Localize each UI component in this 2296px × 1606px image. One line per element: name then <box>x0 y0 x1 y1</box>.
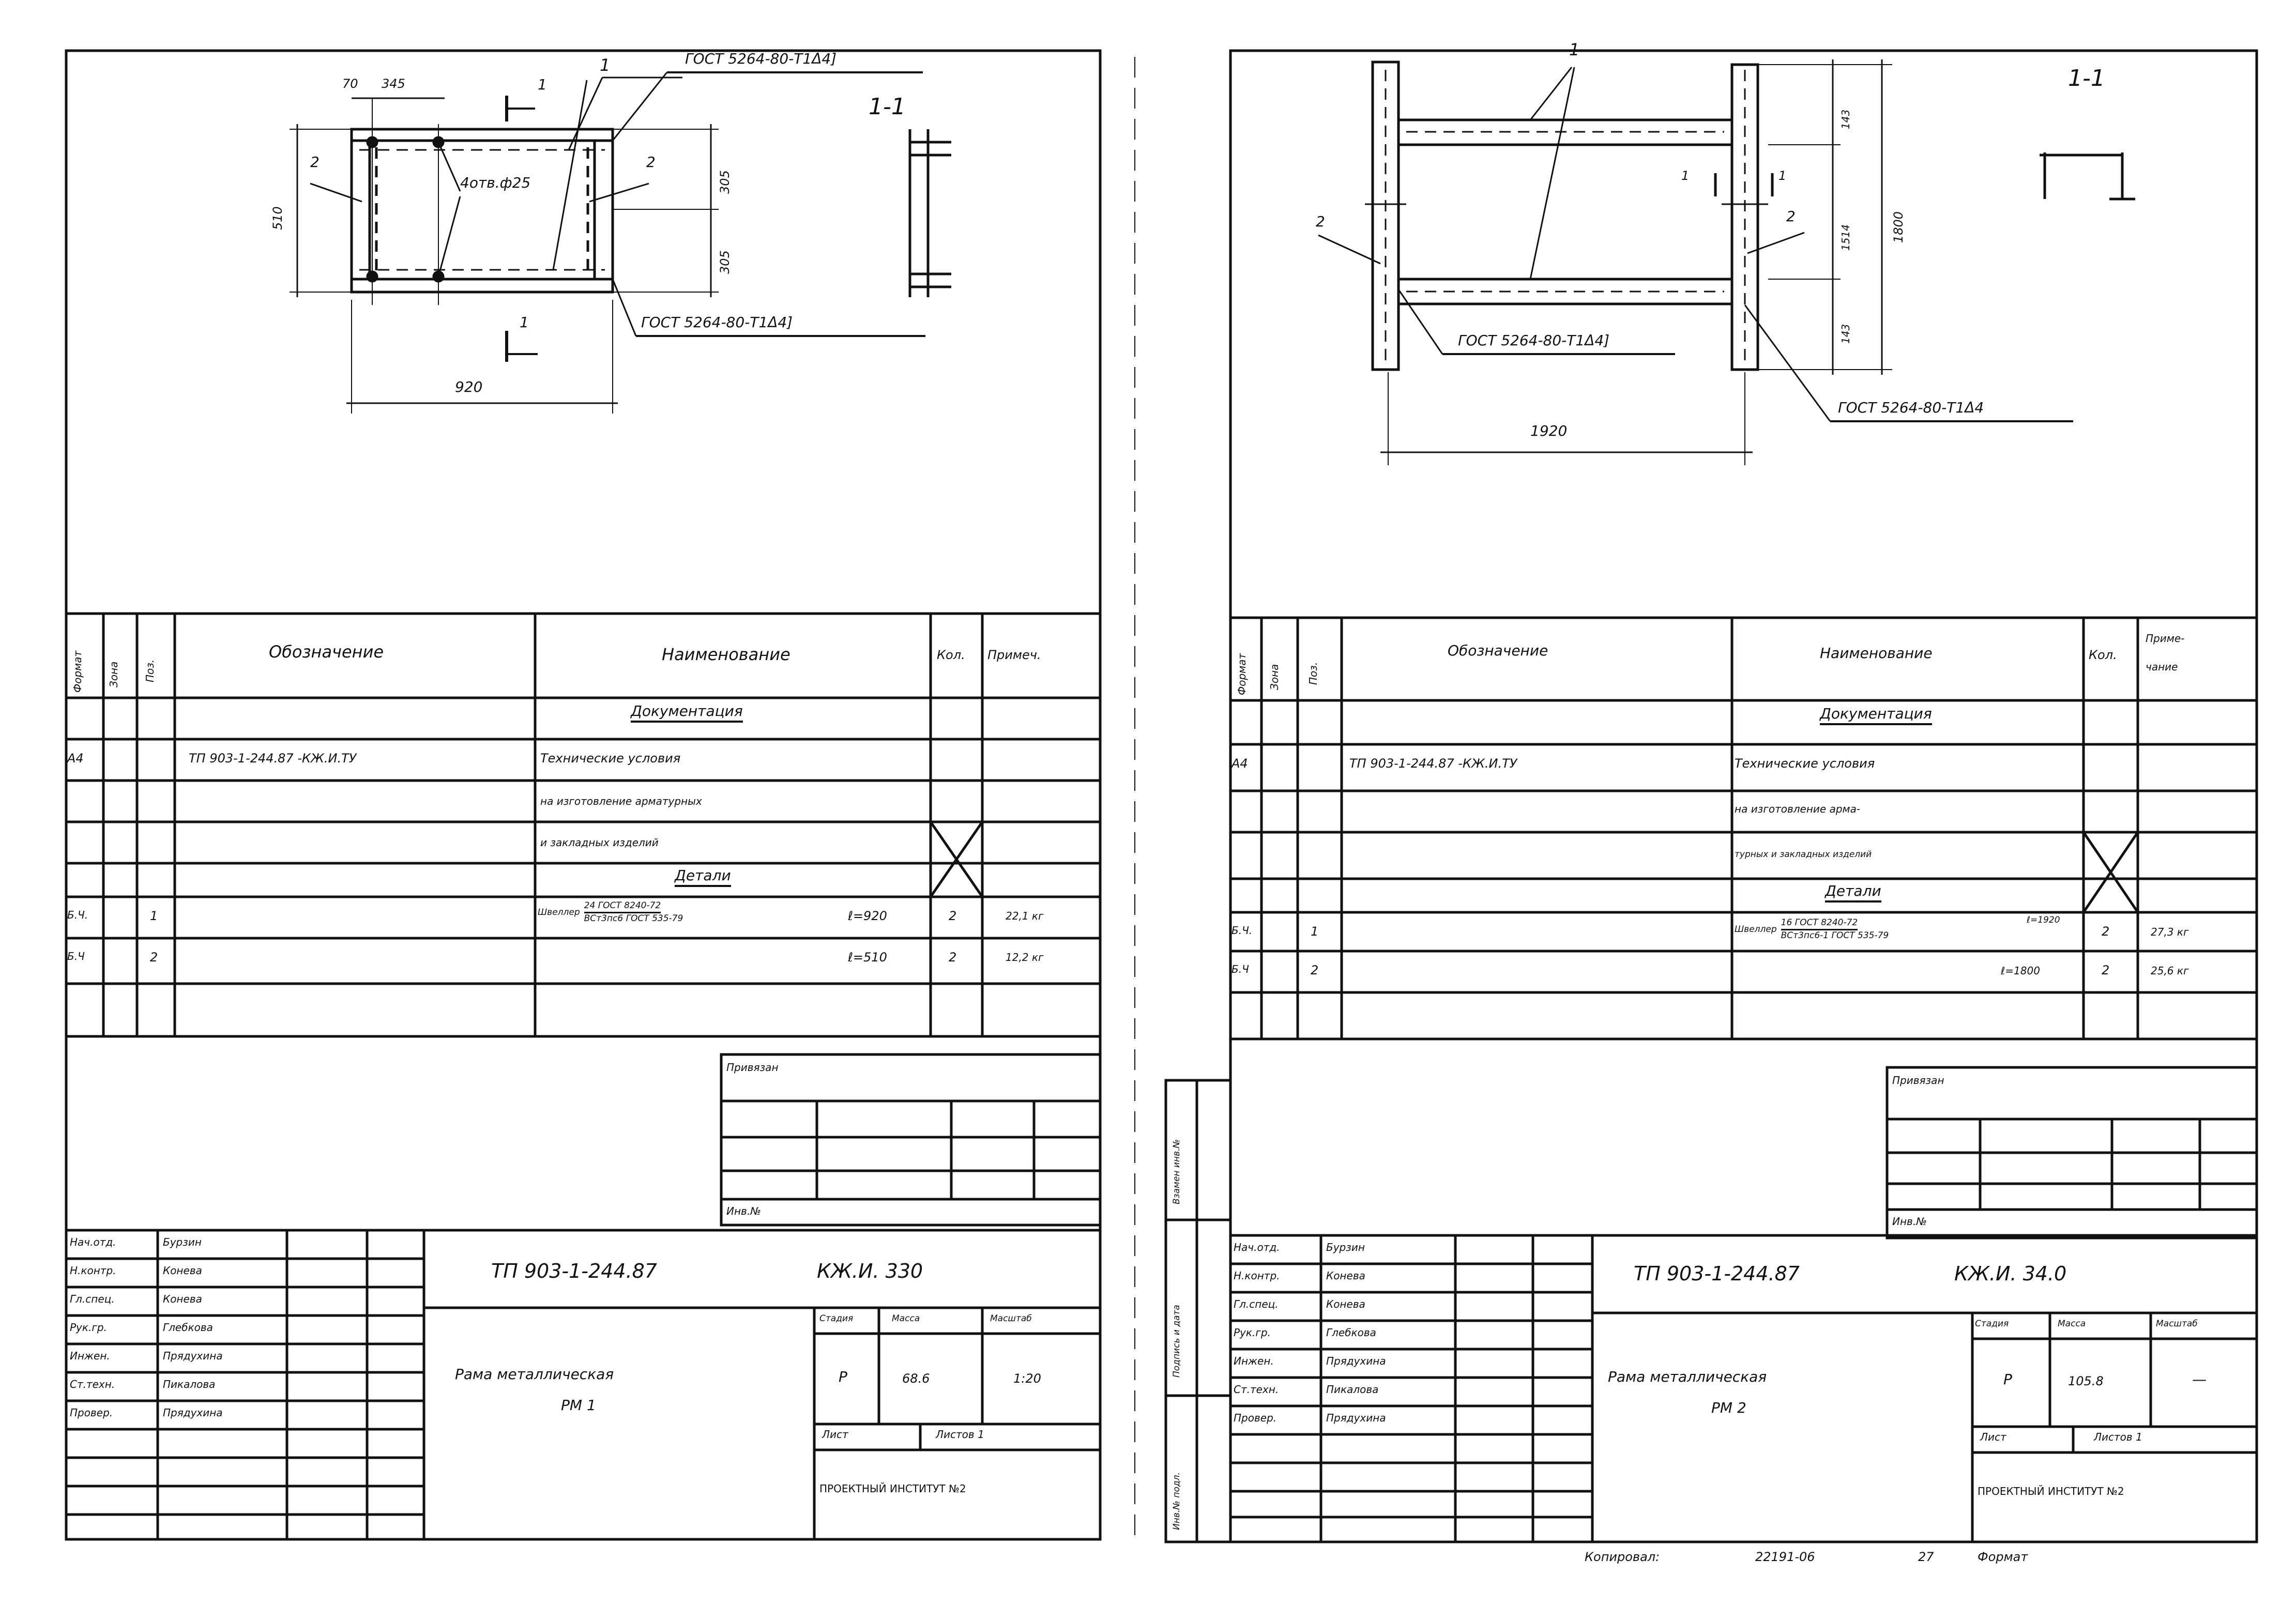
scale-value: — <box>2192 1371 2207 1388</box>
person-name: Конева <box>1326 1269 1365 1282</box>
weld-note: ГОСТ 5264-80-Т1Δ4] <box>685 50 837 67</box>
cell-qty: 2 <box>949 909 957 923</box>
dimension: 345 <box>382 77 405 91</box>
header-qty: Кол. <box>2089 648 2117 662</box>
cell-pos: 1 <box>150 909 158 923</box>
person-name: Пикалова <box>163 1378 216 1390</box>
pos-label: 2 <box>310 154 320 171</box>
footer-copied: Копировал: <box>1585 1550 1660 1564</box>
mass-label: Масса <box>2058 1319 2086 1329</box>
inv-label: Инв.№ <box>1892 1215 1927 1228</box>
dimension: 143 <box>1839 324 1852 344</box>
dimension: 143 <box>1839 109 1852 129</box>
cell-format: А4 <box>67 751 84 766</box>
cell-designation: ТП 903-1-244.87 -КЖ.И.ТУ <box>1349 756 1517 771</box>
role: Н.контр. <box>1234 1269 1280 1282</box>
cell-note: 25,6 кг <box>2151 965 2189 977</box>
cell-note: 22,1 кг <box>1006 910 1044 922</box>
header-name: Наименование <box>662 645 790 664</box>
cell-name: турных и закладных изделий <box>1735 849 1872 860</box>
cell-pos: 2 <box>1311 963 1319 977</box>
cut-label: 1 <box>1778 169 1787 183</box>
header-zone: Зона <box>108 661 120 687</box>
dimension: 1920 <box>1530 422 1568 439</box>
person-name: Прядухина <box>1326 1412 1386 1424</box>
dimension: 70 <box>342 77 358 91</box>
pos-label: 2 <box>1316 213 1325 230</box>
side-stamp-label: Взамен инв.№ <box>1172 1139 1182 1204</box>
mass-value: 105.8 <box>2068 1374 2104 1388</box>
role: Рук.гр. <box>70 1321 107 1334</box>
cell-length: ℓ=920 <box>848 909 887 923</box>
footer-number: 22191-06 <box>1755 1550 1815 1564</box>
drawing-title: РМ 2 <box>1711 1399 1746 1416</box>
drawing-title: РМ 1 <box>561 1397 596 1414</box>
inv-label: Инв.№ <box>726 1205 761 1217</box>
header-name: Наименование <box>1820 645 1933 662</box>
header-designation: Обозначение <box>269 642 384 662</box>
cell-note: 27,3 кг <box>2151 926 2189 938</box>
dimension: 1514 <box>1839 224 1852 251</box>
drawing-title: Рама металлическая <box>1608 1368 1767 1385</box>
header-pos: Поз. <box>1307 662 1319 685</box>
cell-note: 12,2 кг <box>1006 951 1044 963</box>
cell-qty: 2 <box>2102 924 2110 939</box>
person-name: Конева <box>163 1293 202 1305</box>
sheets-label: Листов 1 <box>936 1428 984 1441</box>
person-name: Прядухина <box>163 1406 223 1419</box>
dimension: 920 <box>455 378 483 395</box>
header-format: Формат <box>1236 653 1248 695</box>
holes-note: 4отв.ф25 <box>460 174 531 191</box>
cell-pos: 2 <box>150 950 158 965</box>
header-zone: Зона <box>1268 664 1281 690</box>
person-name: Глебкова <box>1326 1326 1376 1339</box>
cell-name: Технические условия <box>1735 756 1875 771</box>
cell-name: и закладных изделий <box>540 836 659 849</box>
organization: ПРОЕКТНЫЙ ИНСТИТУТ №2 <box>1978 1485 2124 1497</box>
person-name: Бурзин <box>163 1236 202 1248</box>
mass-value: 68.6 <box>902 1371 930 1386</box>
channel-steel: ВСт3пс6 ГОСТ 535-79 <box>584 913 683 924</box>
dimension: 305 <box>718 170 732 194</box>
privyazan-label: Привязан <box>726 1061 779 1074</box>
drawing-mark: КЖ.И. 34.0 <box>1954 1262 2067 1285</box>
role: Инжен. <box>70 1350 110 1362</box>
header-designation: Обозначение <box>1448 642 1548 659</box>
person-name: Бурзин <box>1326 1241 1365 1253</box>
person-name: Конева <box>1326 1298 1365 1310</box>
dimension: 510 <box>270 206 285 230</box>
header-qty: Кол. <box>937 648 965 662</box>
footer-page: 27 <box>1918 1550 1934 1564</box>
person-name: Пикалова <box>1326 1383 1379 1396</box>
header-format: Формат <box>71 650 84 693</box>
role: Рук.гр. <box>1234 1326 1271 1339</box>
cell-name: на изготовление арматурных <box>540 795 702 807</box>
role: Провер. <box>1234 1412 1277 1424</box>
privyazan-label: Привязан <box>1892 1074 1944 1087</box>
cell-format: Б.Ч <box>67 950 85 962</box>
cell-format: Б.Ч. <box>67 909 88 921</box>
section-label: 1-1 <box>869 94 906 120</box>
sheets-label: Листов 1 <box>2094 1431 2142 1443</box>
role: Ст.техн. <box>1234 1383 1279 1396</box>
weld-note: ГОСТ 5264-80-Т1Δ4] <box>1458 332 1610 349</box>
cell-qty: 2 <box>2102 963 2110 977</box>
organization: ПРОЕКТНЫЙ ИНСТИТУТ №2 <box>819 1482 966 1495</box>
cut-label: 1 <box>1681 169 1690 183</box>
channel-profile: 16 ГОСТ 8240-72 <box>1781 917 1858 930</box>
section-details: Детали <box>675 868 731 887</box>
cell-format: Б.Ч. <box>1231 924 1253 937</box>
cell-format: Б.Ч <box>1231 963 1249 975</box>
role: Провер. <box>70 1406 113 1419</box>
stage-value: Р <box>2003 1371 2012 1388</box>
footer-format: Формат <box>1978 1550 2028 1564</box>
cut-label: 1 <box>520 314 529 331</box>
cut-label: 1 <box>538 76 547 93</box>
pos-label: 2 <box>646 154 656 171</box>
mass-label: Масса <box>892 1313 920 1324</box>
person-name: Конева <box>163 1264 202 1277</box>
side-stamp-label: Инв.№ подл. <box>1172 1472 1182 1530</box>
scale-label: Масштаб <box>990 1313 1032 1324</box>
section-label: 1-1 <box>2068 65 2105 91</box>
cell-format: А4 <box>1231 756 1248 771</box>
side-stamp-label: Подпись и дата <box>1172 1305 1182 1378</box>
role: Гл.спец. <box>70 1293 115 1305</box>
scale-label: Масштаб <box>2156 1319 2198 1329</box>
drawing-mark: КЖ.И. 330 <box>817 1260 923 1282</box>
header-pos: Поз. <box>144 659 156 682</box>
role: Инжен. <box>1234 1355 1274 1367</box>
weld-note: ГОСТ 5264-80-Т1Δ4 <box>1838 399 1984 416</box>
role: Нач.отд. <box>1234 1241 1280 1253</box>
cell-pos: 1 <box>1311 924 1319 939</box>
weld-note: ГОСТ 5264-80-Т1Δ4] <box>641 314 793 331</box>
channel-prefix: Швеллер <box>538 907 580 917</box>
section-docs: Документация <box>631 704 743 723</box>
pos-label: 1 <box>600 55 611 75</box>
section-docs: Документация <box>1820 707 1932 725</box>
cell-designation: ТП 903-1-244.87 -КЖ.И.ТУ <box>189 751 357 766</box>
channel-prefix: Швеллер <box>1735 924 1777 935</box>
header-note: чание <box>2146 661 2178 673</box>
header-note: Приме- <box>2146 632 2185 645</box>
stage-label: Стадия <box>819 1313 854 1324</box>
drawing-title: Рама металлическая <box>455 1366 614 1383</box>
person-name: Прядухина <box>163 1350 223 1362</box>
role: Нач.отд. <box>70 1236 116 1248</box>
sheet-label: Лист <box>1980 1431 2006 1443</box>
person-name: Глебкова <box>163 1321 213 1334</box>
role: Н.контр. <box>70 1264 116 1277</box>
channel-profile: 24 ГОСТ 8240-72 <box>584 900 661 913</box>
channel-spec <box>1735 917 1889 941</box>
stage-label: Стадия <box>1975 1319 2009 1329</box>
header-note: Примеч. <box>987 648 1041 662</box>
section-details: Детали <box>1825 884 1881 903</box>
role: Гл.спец. <box>1234 1298 1279 1310</box>
dimension: 305 <box>718 250 732 274</box>
cell-name: на изготовление арма- <box>1735 803 1861 815</box>
cell-length: ℓ=510 <box>848 950 887 965</box>
project-code: ТП 903-1-244.87 <box>491 1260 657 1282</box>
cell-qty: 2 <box>949 950 957 965</box>
cell-length: ℓ=1920 <box>2027 915 2060 925</box>
role: Ст.техн. <box>70 1378 115 1390</box>
scale-value: 1:20 <box>1013 1371 1041 1386</box>
cell-name: Технические условия <box>540 751 681 766</box>
cell-length: ℓ=1800 <box>2001 965 2040 977</box>
sheet-label: Лист <box>822 1428 848 1441</box>
pos-label: 2 <box>1786 208 1796 225</box>
channel-steel: ВСт3пс6-1 ГОСТ 535-79 <box>1781 930 1889 941</box>
stage-value: Р <box>839 1368 847 1385</box>
dimension: 1800 <box>1891 211 1906 243</box>
channel-spec <box>538 900 683 924</box>
person-name: Прядухина <box>1326 1355 1386 1367</box>
pos-label: 1 <box>1569 40 1580 59</box>
project-code: ТП 903-1-244.87 <box>1634 1262 1800 1285</box>
